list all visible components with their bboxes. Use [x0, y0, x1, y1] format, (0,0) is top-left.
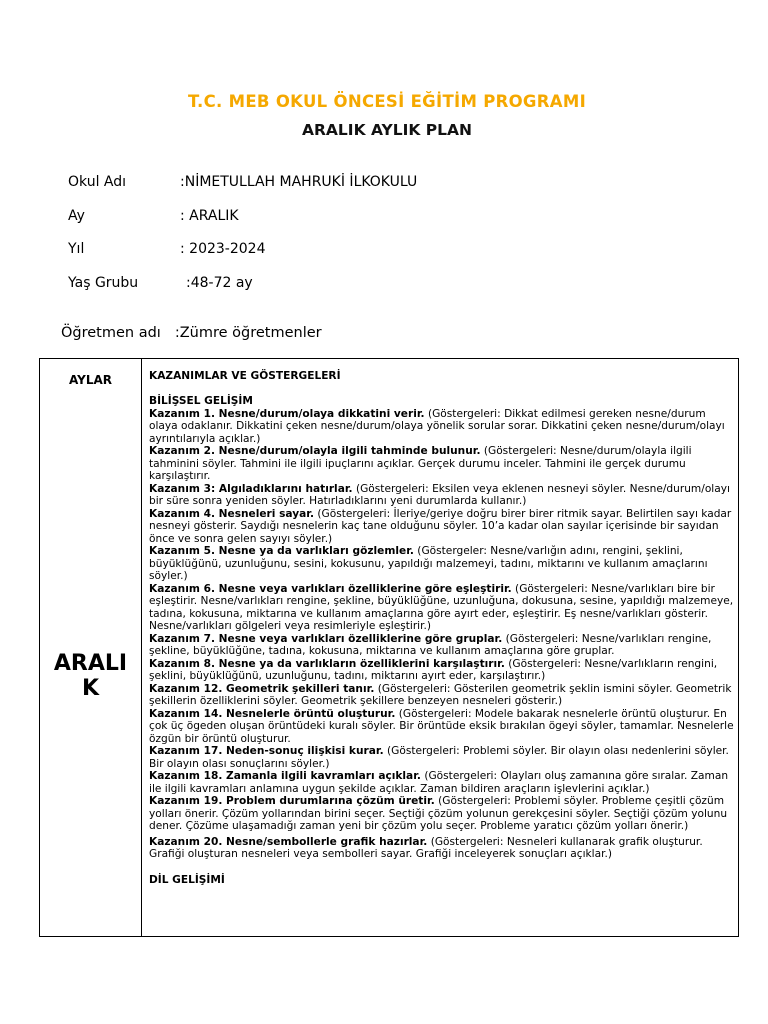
outcome-text: (Göstergeleri: Modele bakarak nesnelerle örüntü oluşturur. En çok üç ögeden oluşan örüntüdeki kuralı söyler. Bir örüntüde eksik bırakılan ögeyi söyler, tamamlar. Nesnelerle özgün bir örüntü oluşturur. [149, 707, 734, 745]
teacher-value: :Zümre öğretmenler [174, 325, 322, 341]
outcome-title: Kazanım 5. Nesne ya da varlıkları gözlemler. [149, 545, 414, 557]
outcome-text: (Göstergeler: Nesne/varlığın adını, rengini, şeklini, büyüklüğünü, uzunluğunu, sesini, kokusunu, yapıldığı malzemeyi, tadını, miktarını ve kullanım amaçlarını söyler.) [149, 545, 708, 582]
outcome-title: Kazanım 2. Nesne/durum/olayla ilgili tahminde bulunur. [149, 445, 481, 457]
program-title: T.C. MEB OKUL ÖNCESİ EĞİTİM PROGRAMI [187, 92, 587, 111]
info-label: Yaş Grubu [68, 275, 139, 291]
outcome-item [149, 795, 734, 833]
outcomes-column [149, 370, 734, 886]
outcome-text: (Göstergeleri: Nesne/varlıkları bire bir eşleştirir. Nesne/varlıkları rengine, şekline, büyüklüğüne, uzunluğuna, dokusuna, sesine, yapıldığı malzemeye, tadına, kokusuna, miktarına ve kullanım amaçlarına göre ayırt eder, eşleştirir. Eş nesne/varlıkları gösterir. Nesne/varlıkları gölgeleri veya resimleriyle eşleştirir.) [149, 582, 734, 632]
outcome-item [149, 770, 734, 795]
outcome-list [149, 408, 734, 861]
outcome-item [149, 836, 734, 861]
month-name [40, 651, 141, 701]
outcome-title: Kazanım 6. Nesne veya varlıkları özelliklerine göre eşleştirir. [149, 582, 512, 595]
outcome-title: Kazanım 1. Nesne/durum/olaya dikkatini verir. [149, 407, 425, 420]
outcome-text: (Göstergeleri: Olayları oluş zamanına göre sıralar. Zaman ile ilgili kavramları anlamına uygun şekilde açıklar. Zaman bildiren araçların işlevlerini açıklar.) [149, 770, 729, 795]
outcome-title: Kazanım 19. Problem durumlarına çözüm üretir. [149, 795, 435, 807]
teacher-label: Öğretmen adı [61, 325, 161, 341]
outcome-item [149, 508, 734, 546]
outcome-text: (Göstergeleri: Nesne/varlıkları rengine, şekline, büyüklüğüne, tadına, kokusuna, miktarına ve kullanım amaçlarına göre gruplar. [149, 632, 712, 657]
outcome-title: Kazanım 3: Algıladıklarını hatırlar. [149, 482, 353, 495]
outcome-item [149, 708, 734, 746]
month-column [40, 359, 142, 936]
outcome-item [149, 408, 734, 446]
info-value: : ARALIK [180, 208, 239, 224]
outcome-title: Kazanım 12. Geometrik şekilleri tanır. [149, 682, 375, 695]
outcome-item [149, 483, 734, 508]
outcome-text: (Göstergeleri: Nesne/varlıkların rengini, şeklini, büyüklüğünü, uzunluğunu, tadını, miktarını ayırt eder, karşılaştırır.) [149, 657, 718, 682]
outcome-item [149, 633, 734, 658]
plan-title: ARALIK AYLIK PLAN [302, 121, 472, 139]
outcome-text: (Göstergeleri: Dikkat edilmesi gereken nesne/durum olaya odaklanır. Dikkatini çeken nesne/durum/olaya yönelik sorular sorar. Dikkatini çeken nesne/durum/olayı ayrıntılarıyla açıklar.) [149, 407, 725, 445]
outcome-title: Kazanım 20. Nesne/sembollerle grafik hazırlar. [149, 835, 428, 848]
outcome-title: Kazanım 4. Nesneleri sayar. [149, 507, 315, 520]
info-value: :48-72 ay [186, 275, 253, 291]
info-label: Ay [68, 208, 85, 224]
info-label: Okul Adı [68, 174, 127, 190]
teacher-row [61, 325, 322, 341]
info-label: Yıl [68, 241, 85, 257]
outcome-title: Kazanım 8. Nesne ya da varlıkların özelliklerini karşılaştırır. [149, 657, 505, 670]
outcomes-header: KAZANIMLAR VE GÖSTERGELERİ [149, 370, 341, 382]
outcome-text: (Göstergeleri: Eksilen veya eklenen nesneyi söyler. Nesne/durum/olayı bir süre sonra yeniden söyler. Hatırladıklarını yeni durumlarda kullanır.) [149, 482, 730, 507]
outcome-item [149, 445, 734, 483]
outcome-text: (Göstergeleri: Gösterilen geometrik şeklin ismini söyler. Geometrik şekillerin özelliklerini söyler. Geometrik şekillere benzeyen nesneleri gösterir.) [149, 682, 732, 707]
outcome-text: (Göstergeleri: İleriye/geriye doğru birer birer ritmik sayar. Belirtilen sayı kadar nesneyi gösterir. Saydığı nesnelerin kaç tane olduğunu söyler. 10’a kadar olan sayılar içerisinde bir sayıdan önce ve sonra gelen sayıyı söyler.) [149, 507, 732, 545]
months-header: AYLAR [68, 373, 112, 387]
section-title: BİLİŞSEL GELİŞİM [149, 395, 253, 407]
plan-table [39, 358, 739, 937]
month-name-line: K [81, 676, 100, 701]
outcome-text: (Göstergeleri: Problemi söyler. Probleme çeşitli çözüm yolları önerir. Çözüm yollarından birini seçer. Seçtiği çözüm yolunun gerekçesini söyler. Seçtiği çözüm yolunu dener. Çözüme ulaşamadığı zaman yeni bir çözüm yolu seçer. Probleme yaratıcı çözüm yolları önerir.) [149, 795, 728, 832]
outcome-text: (Göstergeleri: Problemi söyler. Bir olayın olası nedenlerini söyler. Bir olayın olası sonuçlarını söyler.) [149, 745, 729, 770]
outcome-title: Kazanım 17. Neden-sonuç ilişkisi kurar. [149, 745, 384, 757]
outcome-text: (Göstergeleri: Nesne/durum/olayla ilgili tahminini söyler. Tahmini ile ilgili ipuçlarını açıklar. Gerçek durumu inceler. Tahmini ile gerçek durumu karşılaştırır. [149, 445, 692, 482]
info-value: :NİMETULLAH MAHRUKİ İLKOKULU [180, 174, 418, 190]
next-section-title: DİL GELİŞİMİ [149, 873, 225, 886]
outcome-item [149, 658, 734, 683]
outcome-title: Kazanım 18. Zamanla ilgili kavramları açıklar. [149, 770, 421, 782]
outcome-title: Kazanım 7. Nesne veya varlıkları özelliklerine göre gruplar. [149, 632, 503, 645]
outcome-item [149, 545, 734, 583]
outcome-title: Kazanım 14. Nesnelerle örüntü oluşturur. [149, 707, 396, 720]
outcome-text: (Göstergeleri: Nesneleri kullanarak grafik oluşturur. Grafiği oluşturan nesneleri veya sembolleri sayar. Grafiği inceleyerek sonuçları açıklar.) [149, 835, 703, 860]
info-value: : 2023-2024 [180, 241, 266, 257]
outcome-item [149, 745, 734, 770]
outcome-item [149, 583, 734, 633]
month-name-line: ARALI [53, 651, 128, 676]
outcome-item [149, 683, 734, 708]
